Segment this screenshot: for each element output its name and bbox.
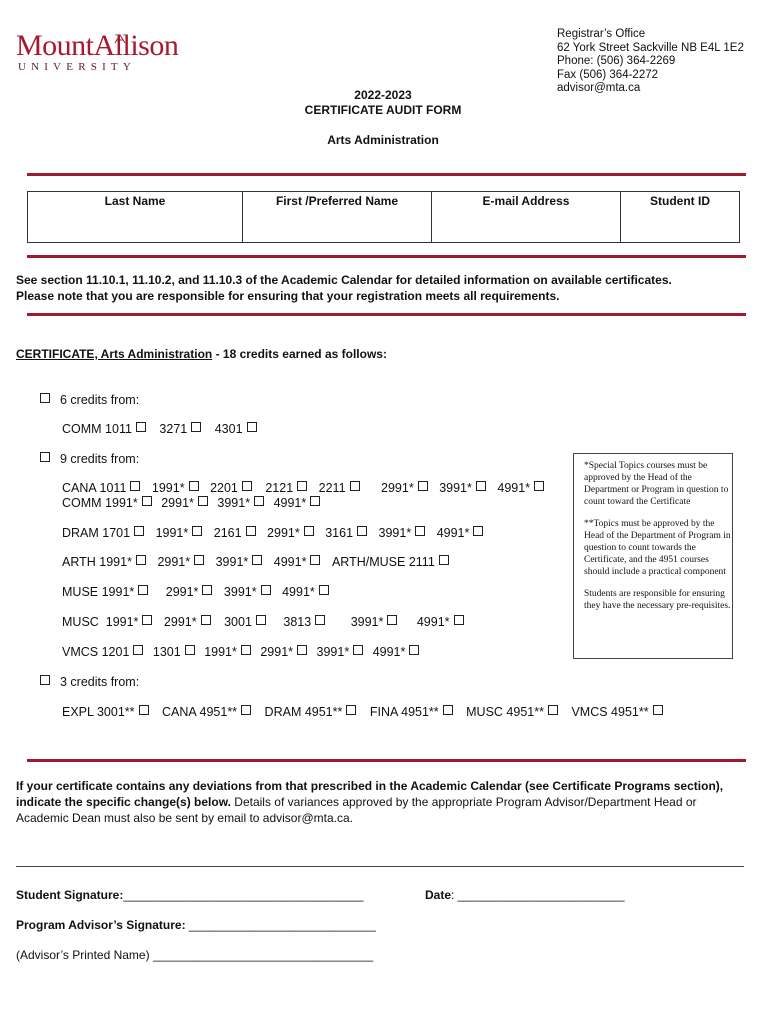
student-signature-row[interactable]	[16, 888, 364, 902]
student-info-table	[27, 191, 740, 243]
course-label: 4991*	[436, 526, 470, 540]
course-checkbox[interactable]	[191, 422, 201, 432]
deviations-details: Details of variances approved by the appropriate Program Advisor/Department Head or Academic Dean must also be sent by email to advisor@mta.ca.	[16, 795, 697, 825]
program-name: Arts Administration	[327, 133, 439, 147]
advisor-printed-label: (Advisor’s Printed Name)	[16, 948, 150, 962]
course-checkbox[interactable]	[346, 705, 356, 715]
advisor-printed-name-row[interactable]	[16, 948, 373, 962]
course-label: 4991*	[372, 645, 406, 659]
course-label: 2991*	[161, 496, 194, 510]
deviations-bold: If your certificate contains any deviations from that prescribed in the Academic Calendar (see Certificate Programs section), indicate the specific change(s) below.	[16, 779, 724, 809]
divider-4	[27, 759, 746, 762]
crest-icon	[114, 34, 126, 44]
vmcs-row	[62, 645, 419, 659]
course-checkbox[interactable]	[409, 645, 419, 655]
group3-label: 3 credits from:	[60, 675, 140, 689]
course-label: 2991*	[157, 555, 191, 569]
first-name-label: First /Preferred Name	[275, 194, 399, 208]
course-checkbox[interactable]	[241, 705, 251, 715]
course-checkbox[interactable]	[198, 496, 208, 506]
group3-courses	[62, 705, 663, 719]
course-comm-4301: 4301	[214, 422, 243, 436]
course-checkbox[interactable]	[476, 481, 486, 491]
note-topics-approval: **Topics must be approved by the Head of the Department of Program in question to count towards the Certificate, and the 4951 courses should include a practical component	[584, 519, 731, 577]
course-checkbox[interactable]	[418, 481, 428, 491]
group3-header	[40, 675, 139, 689]
course-label: ARTH/MUSE 2111	[331, 555, 435, 569]
course-label: 2991*	[381, 481, 414, 495]
course-label: DRAM 4951**	[264, 705, 343, 719]
course-checkbox[interactable]	[315, 615, 325, 625]
course-checkbox[interactable]	[653, 705, 663, 715]
course-label: VMCS 1201	[62, 645, 130, 659]
course-label: EXPL 3001**	[62, 705, 135, 719]
course-checkbox[interactable]	[139, 705, 149, 715]
group2-checkbox[interactable]	[40, 452, 50, 462]
advisor-signature-line: ____________________________	[185, 918, 376, 932]
course-checkbox[interactable]	[256, 615, 266, 625]
musc-row	[62, 615, 464, 629]
deviations-entry-line[interactable]	[16, 866, 744, 867]
course-label: CANA 4951**	[162, 705, 238, 719]
advisor-printed-line: _________________________________	[149, 948, 374, 962]
course-checkbox[interactable]	[534, 481, 544, 491]
course-label: FINA 4951**	[369, 705, 439, 719]
course-checkbox[interactable]	[254, 496, 264, 506]
course-label: 3813	[283, 615, 312, 629]
advisor-signature-label: Program Advisor’s Signature:	[16, 918, 186, 932]
course-checkbox[interactable]	[130, 481, 140, 491]
course-checkbox[interactable]	[242, 481, 252, 491]
group3-checkbox[interactable]	[40, 675, 50, 685]
course-checkbox[interactable]	[357, 526, 367, 536]
course-label: 2991*	[260, 645, 294, 659]
course-checkbox[interactable]	[136, 555, 146, 565]
course-label: 3991*	[217, 496, 251, 510]
muse-row	[62, 585, 329, 599]
course-comm-1011: COMM 1011	[62, 422, 132, 436]
course-checkbox[interactable]	[439, 555, 449, 565]
course-checkbox[interactable]	[310, 555, 320, 565]
course-label: MUSC 1991*	[62, 615, 139, 629]
course-label: 4991*	[273, 555, 307, 569]
form-year: 2022-2023	[354, 88, 412, 102]
course-label: 3991*	[350, 615, 384, 629]
course-label: 1991*	[155, 526, 189, 540]
course-label: 3991*	[215, 555, 249, 569]
cana-row	[62, 481, 544, 495]
course-label: MUSC 4951**	[466, 705, 544, 719]
course-checkbox[interactable]	[133, 645, 143, 655]
course-comm-3271: 3271	[159, 422, 188, 436]
course-label: 1301	[152, 645, 181, 659]
course-label: 2991*	[165, 585, 199, 599]
course-label: 3991*	[378, 526, 412, 540]
course-checkbox[interactable]	[319, 585, 329, 595]
course-label: 2991*	[163, 615, 197, 629]
course-label: 3001	[224, 615, 252, 629]
student-signature-label: Student Signature:	[16, 888, 124, 902]
certificate-heading-credits: - 18 credits earned as follows:	[212, 347, 387, 361]
course-label: 3991*	[439, 481, 472, 495]
divider-top	[27, 173, 746, 176]
last-name-field[interactable]	[28, 192, 243, 243]
course-checkbox[interactable]	[185, 645, 195, 655]
course-label: 4991*	[282, 585, 315, 599]
course-checkbox[interactable]	[252, 555, 262, 565]
special-topics-notes	[573, 453, 733, 659]
divider-3	[27, 313, 746, 316]
course-label: COMM 1991*	[62, 496, 138, 510]
course-label: 2211	[318, 481, 346, 495]
course-checkbox[interactable]	[350, 481, 360, 491]
office-address	[557, 28, 744, 96]
course-label: CANA 1011	[62, 481, 127, 495]
group1-header	[40, 393, 139, 407]
course-checkbox[interactable]	[454, 615, 464, 625]
first-name-field[interactable]	[243, 192, 432, 243]
course-label: 2161	[213, 526, 242, 540]
email-field[interactable]	[432, 192, 621, 243]
course-checkbox[interactable]	[134, 526, 144, 536]
course-checkbox[interactable]	[415, 526, 425, 536]
divider-2	[27, 255, 746, 258]
course-label: 4991*	[497, 481, 531, 495]
course-label: 1991*	[204, 645, 237, 659]
course-label: ARTH 1991*	[62, 555, 132, 569]
course-label: VMCS 4951**	[571, 705, 649, 719]
date-line: : _________________________	[451, 888, 625, 902]
student-id-field[interactable]	[621, 192, 740, 243]
logo-subtitle: UNIVERSITY	[18, 61, 136, 73]
group1-courses	[62, 422, 257, 436]
course-checkbox[interactable]	[194, 555, 204, 565]
office-name: Registrar’s Office	[557, 28, 646, 40]
course-checkbox[interactable]	[246, 526, 256, 536]
course-checkbox[interactable]	[310, 496, 320, 506]
course-checkbox[interactable]	[443, 705, 453, 715]
course-checkbox[interactable]	[353, 645, 363, 655]
course-checkbox[interactable]	[247, 422, 257, 432]
course-checkbox[interactable]	[297, 645, 307, 655]
comm-row	[62, 496, 320, 510]
arth-row	[62, 555, 449, 569]
course-checkbox[interactable]	[297, 481, 307, 491]
notice-line-2: Please note that you are responsible for ensuring that your registration meets all requirements.	[16, 289, 560, 303]
date-label: Date	[425, 888, 452, 902]
office-street: 62 York Street Sackville NB E4L 1E2	[557, 41, 744, 54]
course-checkbox[interactable]	[261, 585, 271, 595]
dram-row	[62, 526, 483, 540]
course-checkbox[interactable]	[192, 526, 202, 536]
certificate-heading	[16, 346, 387, 362]
course-checkbox[interactable]	[304, 526, 314, 536]
course-label: DRAM 1701	[62, 526, 131, 540]
office-fax: Fax (506) 364-2272	[557, 68, 659, 81]
advisor-signature-row[interactable]	[16, 918, 376, 932]
course-checkbox[interactable]	[136, 422, 146, 432]
course-label: 4991*	[273, 496, 307, 510]
group2-label: 9 credits from:	[60, 452, 140, 466]
course-label: 3161	[325, 526, 354, 540]
note-special-topics: *Special Topics courses must be approved by the Head of the Department or Program in question to count toward the Certificate	[584, 461, 729, 507]
deviations-instructions	[16, 778, 746, 826]
course-checkbox[interactable]	[201, 615, 211, 625]
group1-label: 6 credits from:	[60, 393, 140, 407]
course-label: 1991*	[151, 481, 185, 495]
student-id-label: Student ID	[650, 194, 710, 208]
course-label: 2991*	[267, 526, 300, 540]
group1-checkbox[interactable]	[40, 393, 50, 403]
course-checkbox[interactable]	[241, 645, 251, 655]
note-prerequisites: Students are responsible for ensuring they have the necessary pre-requisites.	[584, 589, 731, 611]
course-checkbox[interactable]	[138, 585, 148, 595]
course-checkbox[interactable]	[387, 615, 397, 625]
last-name-label: Last Name	[104, 194, 166, 208]
certificate-heading-title: CERTIFICATE, Arts Administration	[16, 347, 213, 361]
course-label: 2121	[265, 481, 294, 495]
office-phone: Phone: (506) 364-2269	[557, 55, 676, 68]
office-email: advisor@mta.ca	[557, 82, 641, 95]
course-label: 4991*	[416, 615, 450, 629]
course-checkbox[interactable]	[142, 615, 152, 625]
course-label: 2201	[210, 481, 238, 495]
group2-header	[40, 452, 139, 466]
course-label: MUSE 1991*	[62, 585, 135, 599]
notice-line-1: See section 11.10.1, 11.10.2, and 11.10.3 of the Academic Calendar for detailed information on available certificates.	[16, 273, 672, 287]
form-title: CERTIFICATE AUDIT FORM	[304, 103, 462, 117]
email-label: E-mail Address	[482, 194, 570, 208]
calendar-notice	[16, 272, 672, 304]
course-checkbox[interactable]	[189, 481, 199, 491]
course-label: 3991*	[223, 585, 257, 599]
course-checkbox[interactable]	[548, 705, 558, 715]
course-checkbox[interactable]	[142, 496, 152, 506]
course-label: 3991*	[316, 645, 350, 659]
course-checkbox[interactable]	[202, 585, 212, 595]
logo-wordmark: MountAllison	[16, 29, 179, 62]
date-row[interactable]	[425, 888, 625, 902]
course-checkbox[interactable]	[473, 526, 483, 536]
student-signature-line: ____________________________________	[123, 888, 364, 902]
